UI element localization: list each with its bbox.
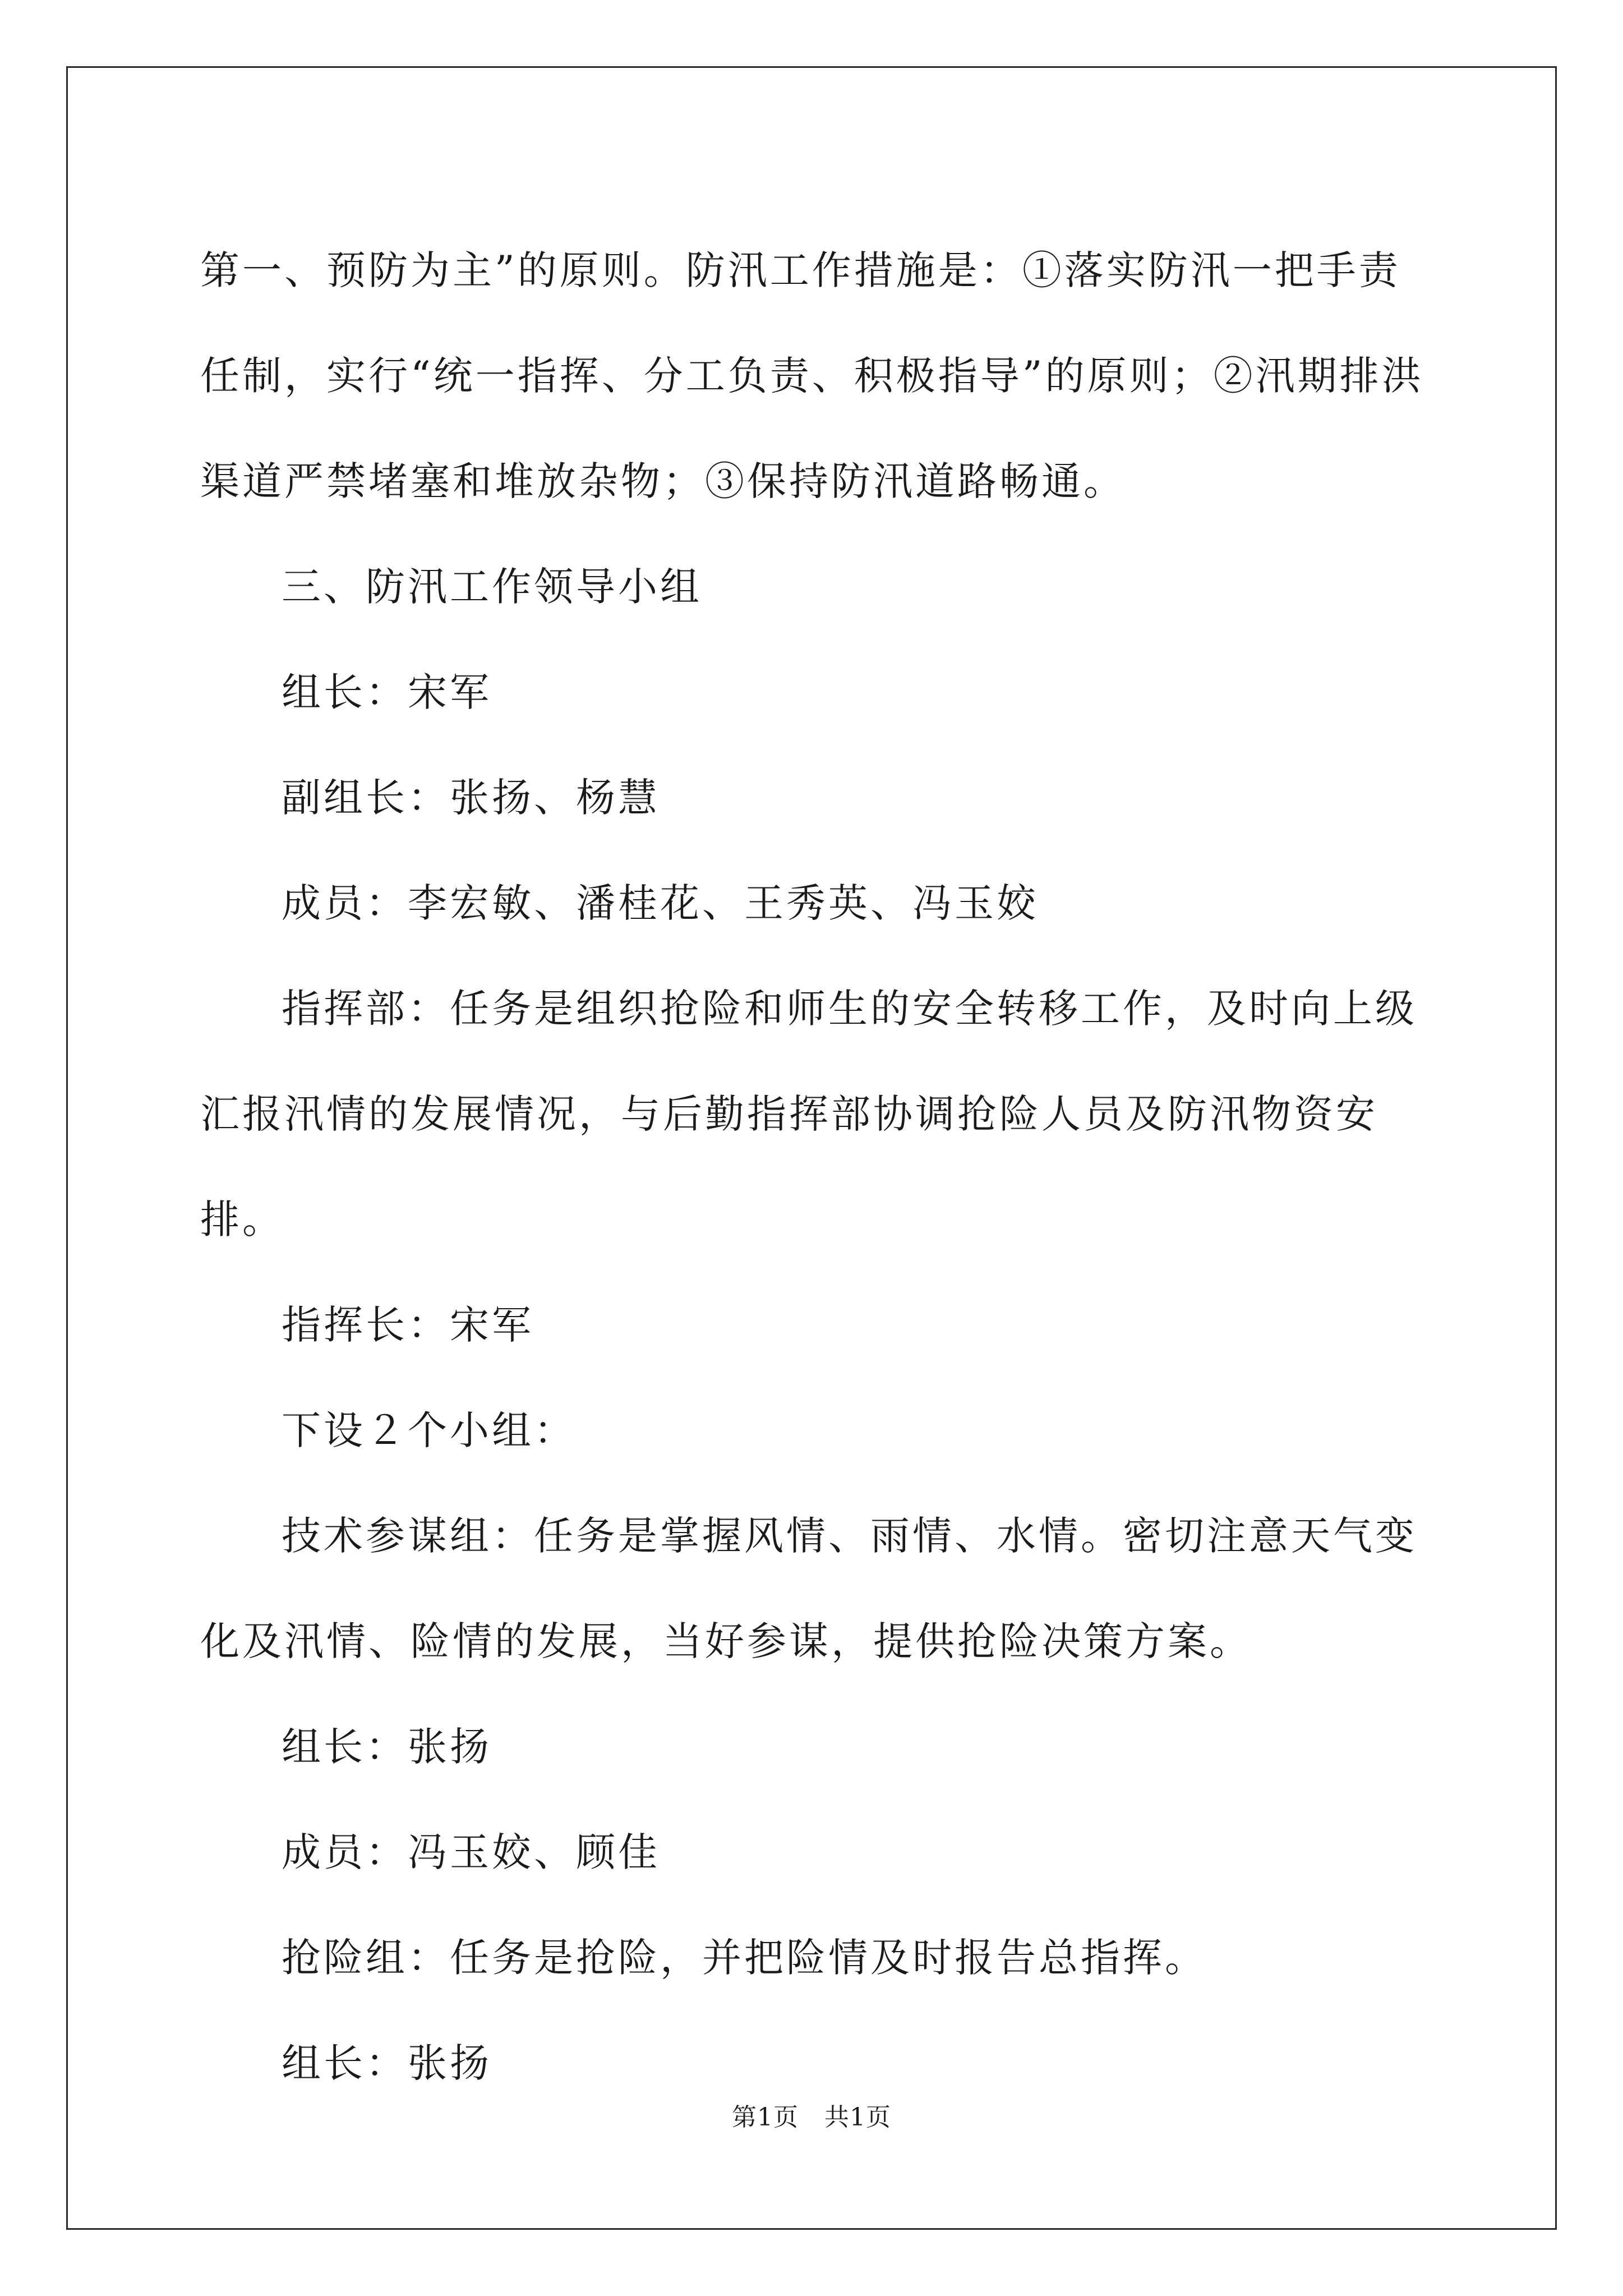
paragraph-tech-group: 技术参谋组：任务是掌握风情、雨情、水情。密切注意天气变化及汛情、险情的发展，当好参谋，提供抢险决策方案。 — [200, 1513, 1417, 1664]
page-total: 共1页 — [824, 2103, 891, 2132]
page-footer — [0, 2101, 1623, 2134]
paragraph-leader: 组长：宋军 — [282, 669, 492, 715]
document-body — [200, 218, 1434, 2116]
paragraph-rescue-leader: 组长：张扬 — [282, 2040, 492, 2086]
paragraph-members: 成员：李宏敏、潘桂花、王秀英、冯玉姣 — [282, 880, 1039, 926]
paragraph-deputy-leader: 副组长：张扬、杨慧 — [282, 775, 660, 821]
section-heading: 三、防汛工作领导小组 — [282, 564, 702, 610]
paragraph-tech-members: 成员：冯玉姣、顾佳 — [282, 1829, 660, 1875]
paragraph-1: 第一、预防为主”的原则。防汛工作措施是：①落实防汛一把手责任制，实行“统一指挥、分工负责、积极指导”的原则；②汛期排洪渠道严禁堵塞和堆放杂物；③保持防汛道路畅通。 — [200, 247, 1424, 504]
paragraph-rescue-group: 抢险组：任务是抢险，并把险情及时报告总指挥。 — [282, 1935, 1207, 1981]
paragraph-subgroups: 下设２个小组： — [282, 1407, 576, 1453]
paragraph-commander: 指挥长：宋军 — [282, 1302, 534, 1348]
page-number: 第1页 — [732, 2103, 799, 2132]
paragraph-command: 指挥部：任务是组织抢险和师生的安全转移工作，及时向上级汇报汛情的发展情况，与后勤指挥部协调抢险人员及防汛物资安排。 — [200, 986, 1417, 1243]
paragraph-tech-leader: 组长：张扬 — [282, 1724, 492, 1770]
